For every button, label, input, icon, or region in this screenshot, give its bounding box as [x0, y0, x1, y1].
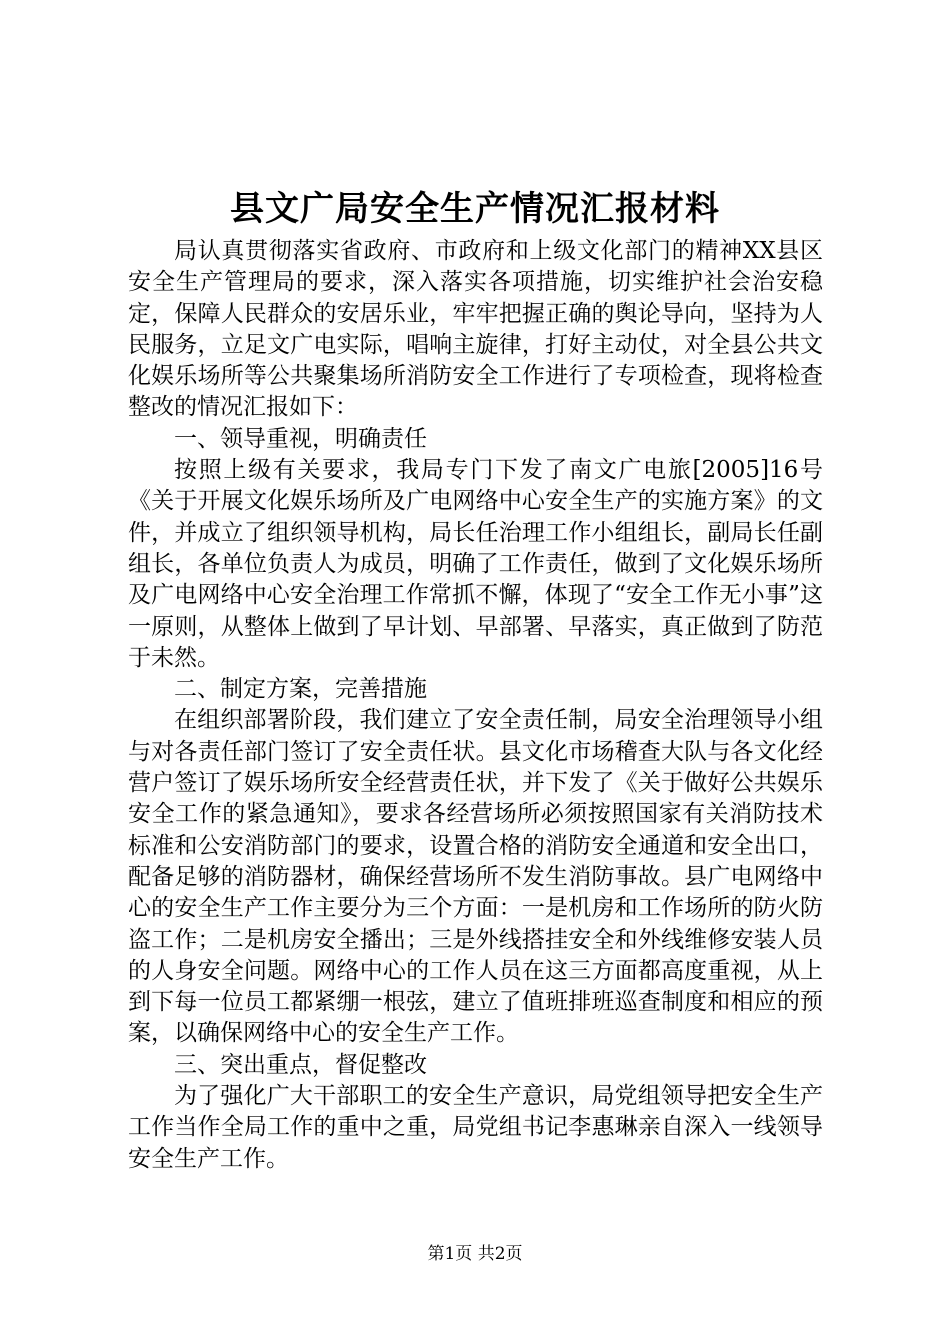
section-heading-1: 一、领导重视，明确责任	[174, 425, 427, 452]
page-number-footer: 第1页 共2页	[427, 1244, 523, 1264]
section-heading-3: 三、突出重点，督促整改	[174, 1051, 427, 1078]
section-1-paragraph: 按照上级有关要求，我局专门下发了南文广电旅[2005]16号《关于开展文化娱乐场所及广电网络中心安全生产的实施方案》的文件，并成立了组织领导机构，局长任治理工作小组组长，副局长任副组长，各单位负责人为成员，明确了工作责任，做到了文化娱乐场所及广电网络中心安全治理工作常抓不懈，体现了“安全工作无小事”这一原则，从整体上做到了早计划、早部署、早落实，真正做到了防范于未然。	[128, 457, 823, 671]
document-body	[128, 236, 823, 1175]
section-3-paragraph: 为了强化广大干部职工的安全生产意识，局党组领导把安全生产工作当作全局工作的重中之重，局党组书记李惠琳亲自深入一线领导安全生产工作。	[128, 1083, 823, 1172]
intro-paragraph: 局认真贯彻落实省政府、市政府和上级文化部门的精神XX县区安全生产管理局的要求，深入落实各项措施，切实维护社会治安稳定，保障人民群众的安居乐业，牢牢把握正确的舆论导向，坚持为人民服务，立足文广电实际，唱响主旋律，打好主动仗，对全县公共文化娱乐场所等公共聚集场所消防安全工作进行了专项检查，现将检查整改的情况汇报如下：	[128, 238, 823, 421]
section-2-paragraph: 在组织部署阶段，我们建立了安全责任制，局安全治理领导小组与对各责任部门签订了安全责任状。县文化市场稽查大队与各文化经营户签订了娱乐场所安全经营责任状，并下发了《关于做好公共娱乐安全工作的紧急通知》，要求各经营场所必须按照国家有关消防技术标准和公安消防部门的要求，设置合格的消防安全通道和安全出口，配备足够的消防器材，确保经营场所不发生消防事故。县广电网络中心的安全生产工作主要分为三个方面：一是机房和工作场所的防火防盗工作；二是机房安全播出；三是外线搭挂安全和外线维修安装人员的人身安全问题。网络中心的工作人员在这三方面都高度重视，从上到下每一位员工都紧绷一根弦，建立了值班排班巡查制度和相应的预案，以确保网络中心的安全生产工作。	[128, 707, 823, 1047]
section-heading-2: 二、制定方案，完善措施	[174, 676, 427, 703]
document-title: 县文广局安全生产情况汇报材料	[230, 189, 720, 229]
